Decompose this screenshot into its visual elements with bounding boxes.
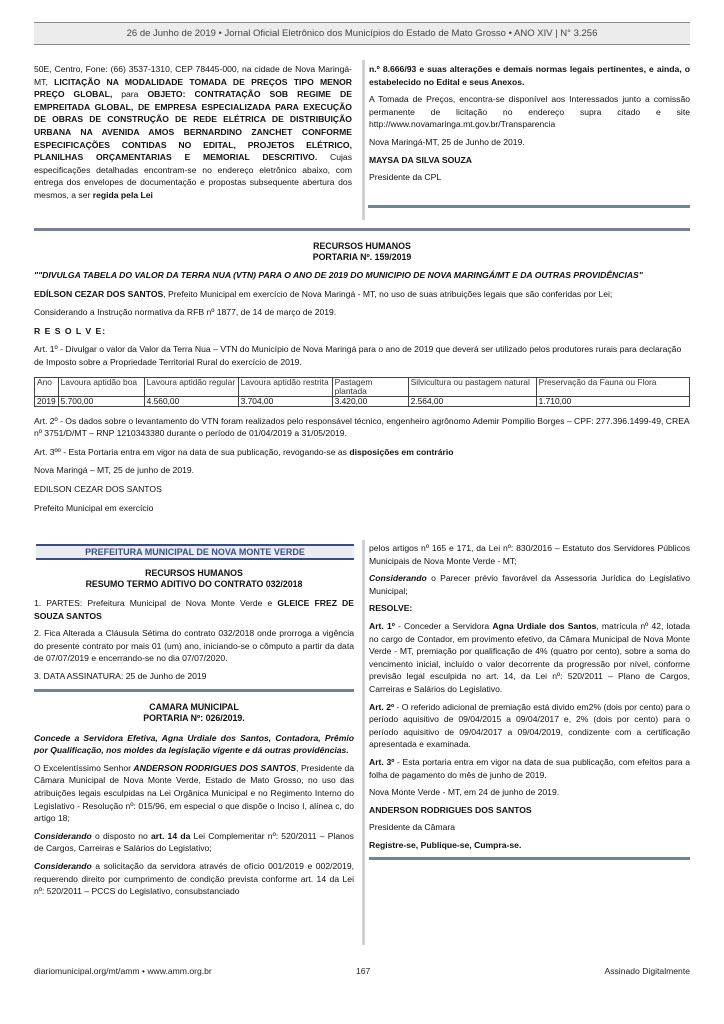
portaria-number: PORTARIA Nº. 159/2019 [312,252,412,262]
table-row [35,396,690,406]
ementa: Concede a Servidora Efetiva, Agna Urdiale dos Santos, Contadora, Prêmio por Qualificação, nos moldes da legislação vigente e dá outras providências. [34,732,354,756]
portaria-number: PORTARIA Nº: 026/2019. [143,712,245,723]
alteracao-item: 2. Fica Alterada a Cláusula Sétima do contrato 032/2018 onde prorroga a vigência do presente contrato por mais 01 (um) ano, iniciando-se o cômputo a partir da data de 07/07/2019 e encerrando-se no dia 07/07/2020. [34,628,354,664]
text: o Parecer prévio favorável da Assessoria Jurídica do Legislativo Municipal; [369,573,690,596]
journal-header-text: 26 de Junho de 2019 • Jornal Oficial Eletrônico dos Municípios do Estado de Mato Grosso • ANO XIV | N° 3.256 [126,28,598,39]
municipality-band [36,544,354,560]
signer-name: MAYSA DA SILVA SOUZA [369,154,472,165]
text: regida pela Lei [92,189,153,200]
table-cell: 3.704,00 [238,396,332,406]
nova-monte-verde-left-column [34,568,354,903]
art1-paragraph: Art. 1º - Divulgar o valor da Valor da Terra Nua – VTN do Município de Nova Maringá para o ano de 2019 que deverá ser utilizado pelos produtores rurais para declaração de Imposto sobre a Propriedade Territorial Rural do exercício de 2019. [34,344,682,367]
text: - Esta portaria entra em vigor na data de sua publicação, com efeitos para a folha de pagamento do mês de junho de 2019. [369,756,690,780]
mayor-name: EDÍLSON CEZAR DOS SANTOS [34,288,164,299]
digital-signature-note: Assinado Digitalmente [604,966,690,976]
section-heading: RECURSOS HUMANOS [145,568,243,578]
signer-name: EDILSON CEZAR DOS SANTOS [34,483,162,494]
text: Art. 3º [369,756,395,767]
partes-item [34,597,354,622]
president-name: ANDERSON RODRIGUES DOS SANTOS [133,762,297,773]
text: Considerando [34,830,92,841]
text: disposições em contrário [349,446,454,457]
vtn-table [34,377,690,407]
table-cell: 5.700,00 [58,396,144,406]
column-divider [362,60,365,220]
considerando-paragraph [34,860,354,898]
text: para [112,89,148,100]
art2-paragraph [369,701,690,751]
table-header-cell: Pastagem plantada [332,377,408,396]
text: a solicitação da servidora através de ofício 001/2019 e 002/2019, requerendo direito por cumprimento de condição prevista conforme art. 14 da Lei nº: 520/2011 – PCCS do Legislativo, consubstanciado [34,860,354,897]
objeto-text: OBJETO: CONTRATAÇÃO SOB REGIME DE EMPREITADA GLOBAL, DE EMPRESA ESPECIALIZADA PARA EXECUÇÃO DE OBRAS DE CONSTRUÇÃO DE REDE ELÉTRICA DE DISTRIBUIÇÃO URBANA NA AVENIDA AMOS BERNARDINO ZANCHET CONFORME ESPECIFICAÇÕES CONTIDAS NO EDITAL, PROJETOS ELÉTRICO, PLANILHAS ORÇAMENTARIAS E MEMORIAL DESCRITIVO. [34,89,352,163]
table-header-cell: Silvicultura ou pastagem natural [408,377,536,396]
estatuto-paragraph: pelos artigos nº 165 e 171, da Lei nº: 830/2016 – Estatuto dos Servidores Públicos Municipais de Nova Monte Verde - MT; [369,543,690,566]
intro-paragraph [34,762,354,825]
table-header-row [35,377,690,396]
table-cell: 2.564,00 [408,396,536,406]
portaria-159-section [34,241,690,520]
text: art. 14 da [150,830,191,841]
considerando-paragraph: Considerando a Instrução normativa da RFB nº 1877, de 14 de março de 2019. [34,307,337,318]
art3-paragraph [369,756,690,781]
table-cell: 2019 [35,396,59,406]
section-heading: CAMARA MUNICIPAL [149,701,239,712]
section-rule [369,857,690,860]
text: Considerando [369,573,427,584]
licitacao-right-column [369,63,690,189]
art2-paragraph: Art. 2º - Os dados sobre o levantamento do VTN foram realizados pelo responsável técnico, engenheiro agrônomo Ademir Pompilio Borges – CPF: 277.396.1499-49, CREA nº 3751/D/MT – RNP 1210343380 durante o período de 01/04/2019 a 31/05/2019. [34,415,690,439]
text: - O referido adicional de premiação está divido em2% (dois por cento) para o período aquisitivo de 09/04/2015 a 09/04/2017 e, 2% (dois por cento) para o período aquisitivo de 09/04/2017 a 09/04/2019, condizente com a certificação apresentada e examinada. [369,701,690,750]
text: o disposto no [91,830,151,841]
text: Art. 3ºº - Esta Portaria entra em vigor na data de sua publicação, revogando-se as [34,446,350,457]
modalidade-text: LICITAÇÃO NA MODALIDADE TOMADA DE PREÇOS TIPO MENOR PREÇO GLOBAL, [34,76,353,100]
art3-paragraph [34,446,690,459]
lei-paragraph: n.º 8.666/93 e suas alterações e demais normas legais pertinentes, e ainda, o estabelecido no Edital e seus Anexos. [369,64,690,87]
closing-formula: Registre-se, Publique-se, Cumpra-se. [369,839,522,850]
party-name: GLEICE FREZ DE SOUZA SANTOS [34,598,354,621]
municipality-name: PREFEITURA MUNICIPAL DE NOVA MONTE VERDE [85,547,305,557]
text: Art. 1º [369,620,395,631]
text: , matrícula nº 42, lotada no cargo de Contador, em provimento efetivo, da Câmara Municipal de Nova Monte Verde - MT, premiação por qualificação de 4% (quatro por cento), sobre a soma do vencimento inicial, incluído o valor decorrente da progressão por nível, conforme previsão legal esculpida no art. 14, da Lei nº: 520/2011 – Plano de Cargos, Carreiras e Salários do Legislativo. [369,620,690,694]
table-cell: 4.560,00 [144,396,238,406]
resolve-heading: RESOLVE: [369,603,413,614]
signer-role: Prefeito Municipal em exercício [34,502,154,513]
resumo-title [34,568,354,590]
section-rule [368,205,690,208]
ementa: ""DIVULGA TABELA DO VALOR DA TERRA NUA (VTN) PARA O ANO DE 2019 DO MUNICIPIO DE NOVA MARINGÁ/MT E DA OUTRAS PROVIDÊNCIAS" [34,270,643,280]
text: Lei Complementar nº: 520/2011 – Planos de Cargos, Carreiras e Salários do Legislativo; [34,830,354,854]
signer-role: Presidente da Câmara [369,822,455,833]
licitacao-paragraph [34,63,352,202]
disponibilidade-paragraph: A Tomada de Preços, encontra-se disponível aos Interessados junto a comissão permanente de licitação no endereço supra citado e site http://www.novamaringa.mt.gov.br/Transparencia [369,94,690,130]
place-date: Nova Maringá – MT, 25 de junho de 2019. [34,465,195,476]
text: O Excelentíssimo Senhor [34,762,134,773]
table-cell: 3.420,00 [332,396,408,406]
servant-name: Agna Urdiale dos Santos [492,620,597,631]
camara-title [34,702,354,724]
signer-name: ANDERSON RODRIGUES DOS SANTOS [369,804,532,815]
table-header-cell: Lavoura aptidão regular [144,377,238,396]
art1-paragraph [369,620,690,696]
section-heading: RECURSOS HUMANOS [313,241,411,251]
table-header-cell: Lavoura aptidão boa [58,377,144,396]
place-date: Nova Monte Verde - MT, em 24 de junho de 2019. [369,787,560,798]
journal-header [34,22,690,45]
text: Cujas especificações detalhadas encontram-se no endereço eletrônico abaixo, com entrega dos envelopes de documentação e propostas subsequente abertura dos mesmos, a ser [34,152,353,200]
place-date: Nova Maringá-MT, 25 de Junho de 2019. [369,136,525,147]
signer-role: Presidente da CPL [369,172,442,183]
text: , Presidente da Câmara Municipal de Nova Monte Verde, Estado de Mato Grosso, no uso das atribuições legais esculpidas na Lei Orgânica Municipal e no Regimento Interno do Legislativo - Resolução nº: 015/96, em especial o que dispõe o Inciso I, alínea c, do artigo 18; [34,762,355,824]
text: Art. 2º [369,701,395,712]
text: Considerando [34,860,92,871]
contract-title: RESUMO TERMO ADITIVO DO CONTRATO 032/2018 [85,579,303,589]
portaria-title [34,241,690,263]
nova-monte-verde-right-column [369,542,690,860]
resolve-heading: R E S O L V E: [34,325,107,336]
table-header-cell: Lavoura aptidão restrita [238,377,332,396]
section-rule [34,228,690,231]
section-rule [34,689,354,692]
column-divider [362,540,365,945]
considerando-paragraph [369,572,690,597]
page-number: 167 [356,966,371,976]
text: - Conceder a Servidora [394,620,493,631]
text: , Prefeito Municipal em exercício de Nova Maringá - MT, no uso de suas atribuições legais que são conferidas por Lei; [163,288,613,299]
data-assinatura-item: 3. DATA ASSINATURA: 25 de Junho de 2019 [34,670,207,681]
table-cell: 1.710,00 [536,396,689,406]
footer-site[interactable]: diariomunicipal.org/mt/amm • www.amm.org.br [34,966,212,976]
considerando-paragraph [34,830,354,855]
text: 50E, Centro, Fone: (66) 3537-1310, CEP 78445-000, na cidade de Nova Maringá-MT, [34,64,352,87]
table-header-cell: Ano [35,377,59,396]
licitacao-left-column [34,63,352,207]
intro-paragraph [34,288,690,301]
text: 1. PARTES: Prefeitura Municipal de Nova Monte Verde e [34,598,278,608]
table-header-cell: Preservação da Fauna ou Flora [536,377,689,396]
